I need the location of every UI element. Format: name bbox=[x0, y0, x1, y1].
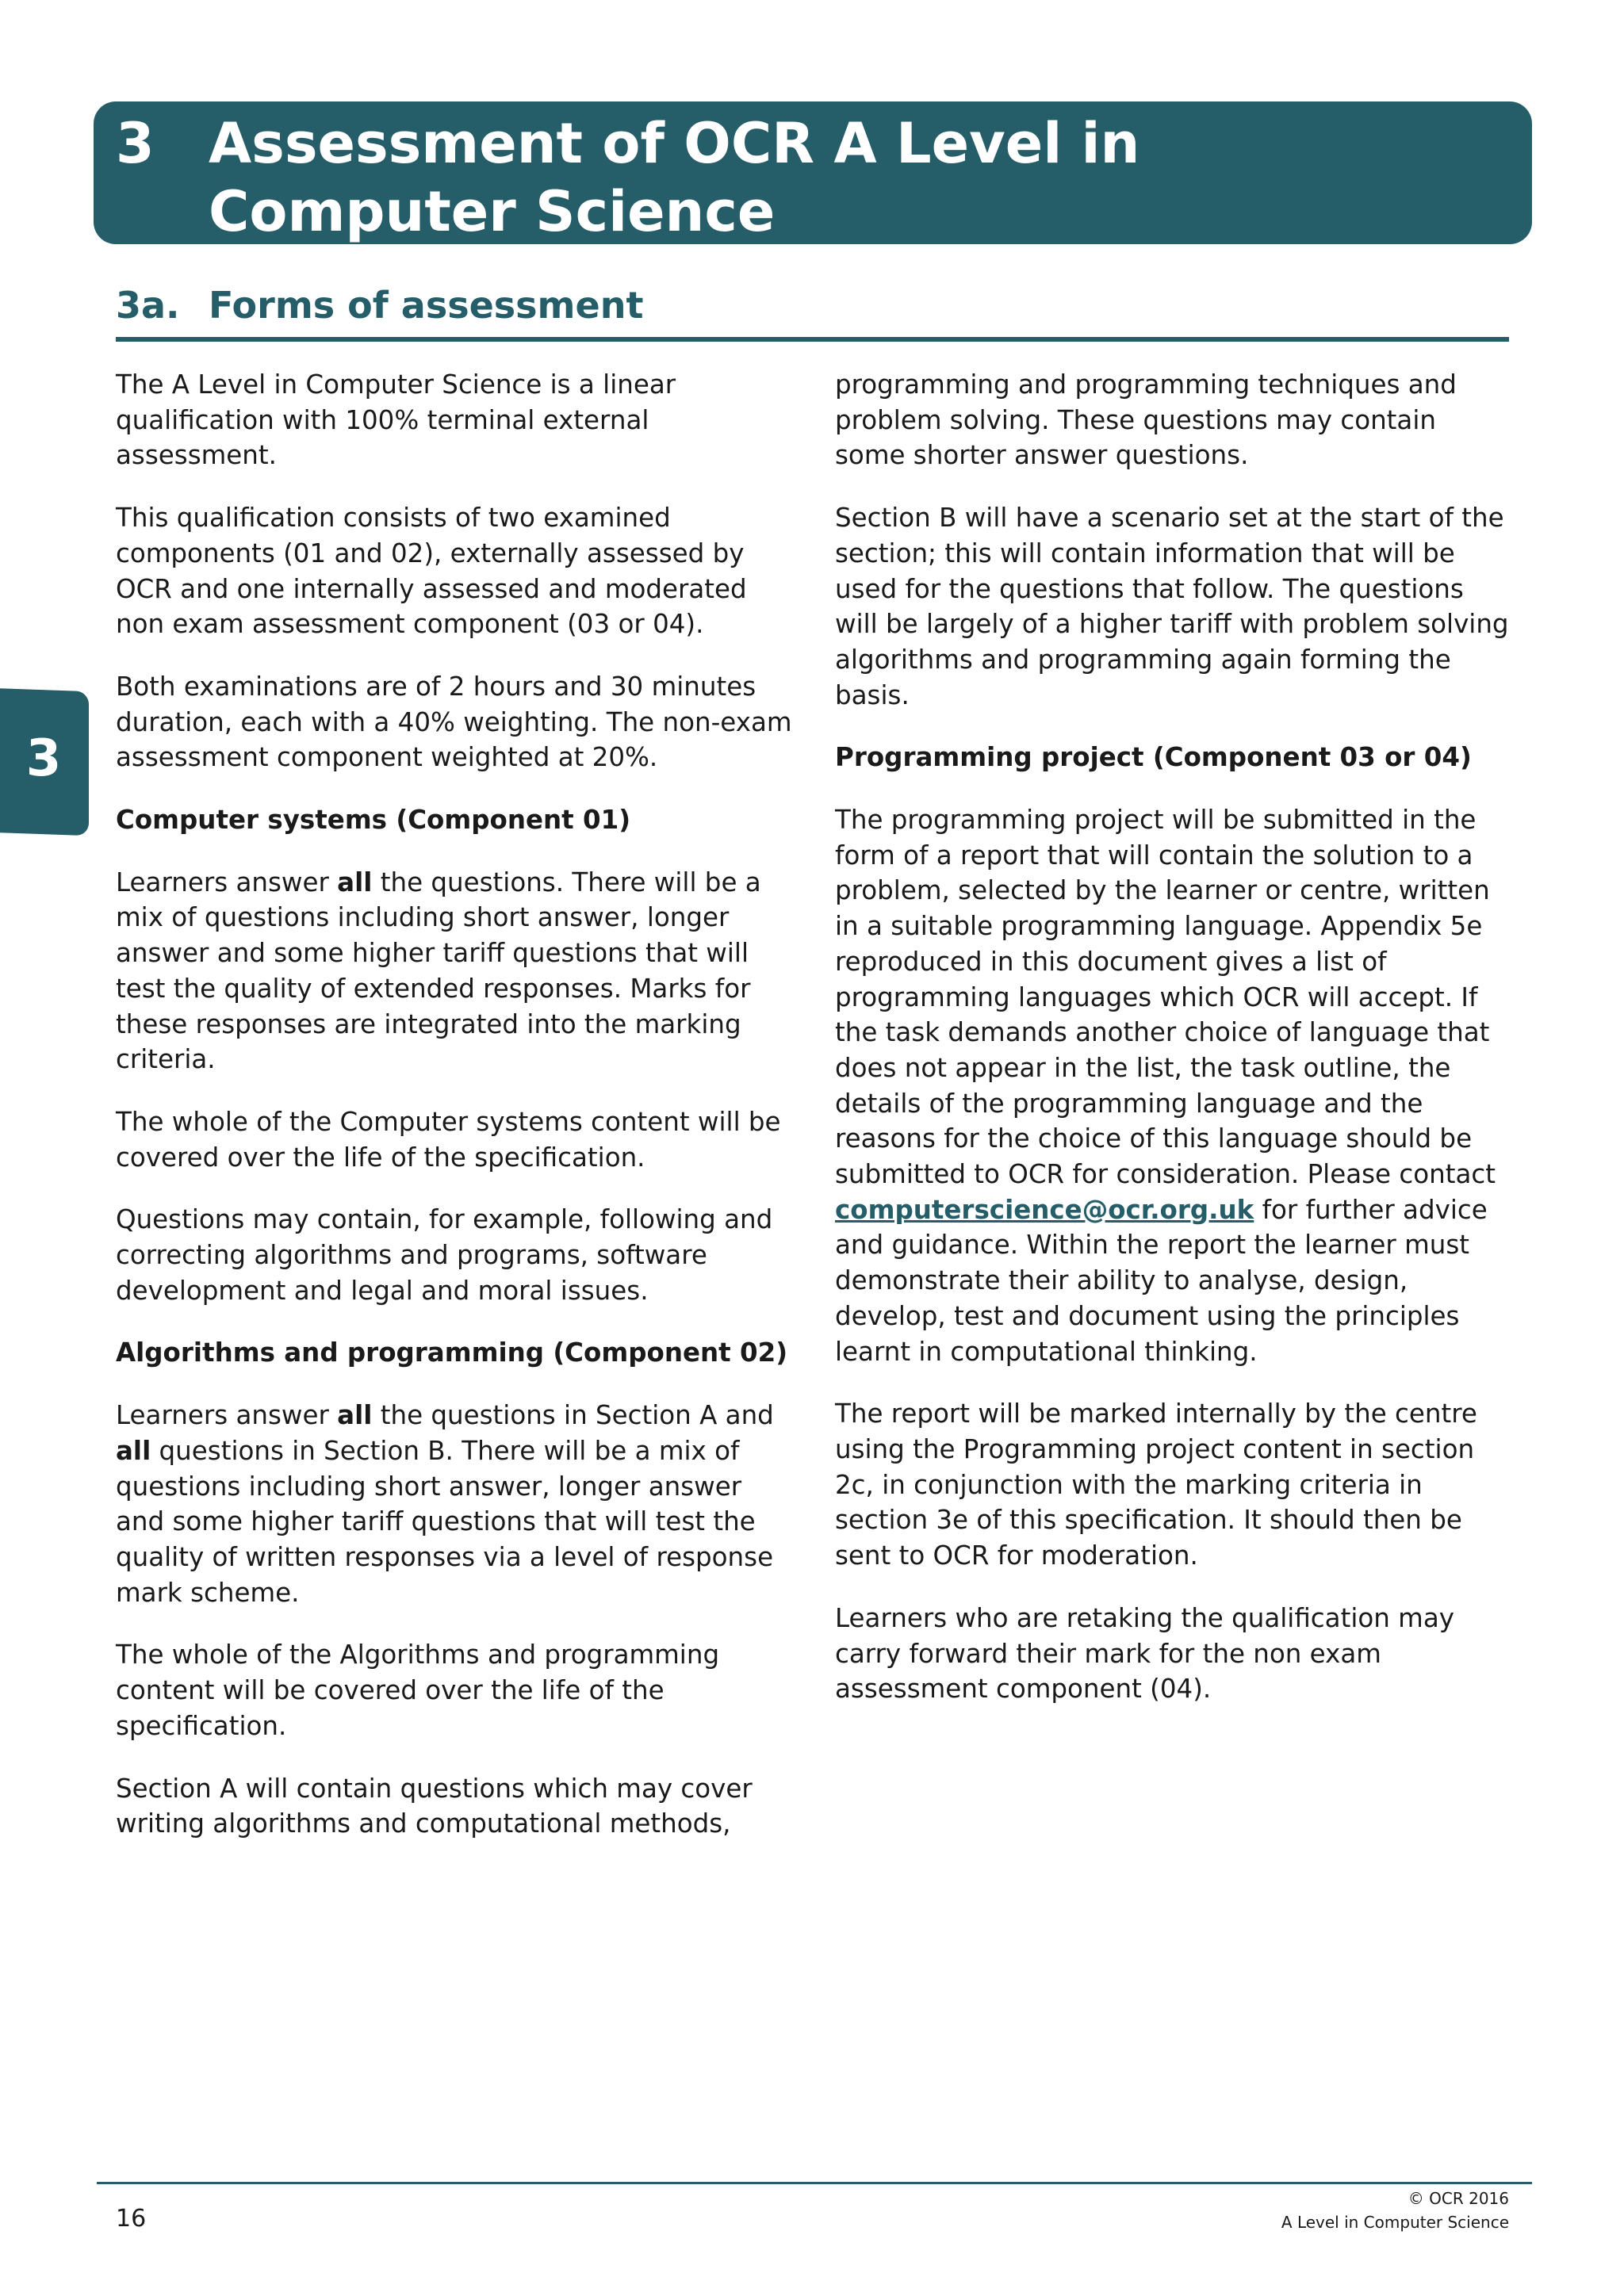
emphasis-text: all bbox=[116, 1435, 151, 1466]
email-link[interactable]: computerscience@ocr.org.uk bbox=[835, 1194, 1254, 1225]
subheading-algorithms-programming: Algorithms and programming (Component 02) bbox=[116, 1337, 788, 1368]
text-run: Learners answer bbox=[116, 867, 338, 897]
paragraph: The report will be marked internally by the centre using the Programming project content in section 2c, in conjunction with the marking criteria in section 3e of this specification. It should then be sent to OCR for moderation. bbox=[835, 1399, 1477, 1571]
footer-divider bbox=[97, 2182, 1532, 2184]
copyright-text: © OCR 2016 bbox=[1408, 2189, 1509, 2208]
paragraph: Section A will contain questions which may cover writing algorithms and computational methods, bbox=[116, 1773, 753, 1839]
paragraph: Section B will have a scenario set at the start of the section; this will contain information that will be used for the questions that follow. The questions will be largely of a higher tariff with problem solving algorithms and programming again forming the basis. bbox=[835, 503, 1509, 710]
paragraph: Learners who are retaking the qualification may carry forward their mark for the non exam assessment component (04). bbox=[835, 1602, 1454, 1705]
paragraph: The A Level in Computer Science is a linear qualification with 100% terminal external assessment. bbox=[116, 369, 676, 471]
text-run: The programming project will be submitted in the form of a report that will contain the solution to a problem, selected by the learner or centre, written in a suitable programming language. Appendix 5e reproduced in this document gives a list of programming languages which OCR will accept. If the task demands another choice of language that does not appear in the list, the task outline, the details of the programming language and the reasons for the choice of this language should be submitted to OCR for consideration. Please contact bbox=[835, 805, 1496, 1190]
paragraph: This qualification consists of two examined components (01 and 02), externally assessed by OCR and one internally assessed and moderated non exam assessment component (03 or 04). bbox=[116, 503, 747, 640]
chapter-title: Assessment of OCR A Level in Computer Science bbox=[209, 111, 1140, 244]
text-run: questions in Section B. There will be a mix of questions including short answer, longer answer and some higher tariff questions that will test the quality of written responses via a level of response mark scheme. bbox=[116, 1435, 774, 1608]
paragraph: The whole of the Algorithms and programming content will be covered over the life of the specification. bbox=[116, 1640, 720, 1741]
section-divider bbox=[116, 337, 1509, 342]
text-run: Learners answer bbox=[116, 1400, 338, 1431]
paragraph: Questions may contain, for example, following and correcting algorithms and programs, software development and legal and moral issues. bbox=[116, 1204, 773, 1306]
document-title: A Level in Computer Science bbox=[1281, 2213, 1509, 2232]
subheading-computer-systems: Computer systems (Component 01) bbox=[116, 805, 631, 836]
page-number: 16 bbox=[116, 2205, 147, 2233]
chapter-side-tab-label: 3 bbox=[25, 729, 62, 788]
paragraph bbox=[835, 802, 1513, 1369]
right-column bbox=[835, 367, 1513, 1734]
paragraph: programming and programming techniques and problem solving. These questions may contain some shorter answer questions. bbox=[835, 369, 1457, 471]
paragraph bbox=[116, 865, 794, 1077]
section-number: 3a. bbox=[116, 284, 180, 327]
paragraph bbox=[116, 1398, 794, 1610]
text-run: the questions in Section A and bbox=[372, 1400, 774, 1431]
emphasis-text: all bbox=[337, 867, 373, 897]
emphasis-text: all bbox=[337, 1400, 373, 1431]
left-column bbox=[116, 367, 794, 1869]
footer-info bbox=[1281, 2187, 1509, 2234]
chapter-number: 3 bbox=[116, 111, 155, 176]
paragraph: Both examinations are of 2 hours and 30 minutes duration, each with a 40% weighting. The non-exam assessment component weighted at 20%. bbox=[116, 671, 792, 773]
paragraph: The whole of the Computer systems content will be covered over the life of the specification. bbox=[116, 1106, 781, 1173]
section-title: Forms of assessment bbox=[209, 284, 644, 327]
text-run: for further advice and guidance. Within the report the learner must demonstrate their ability to analyse, design, develop, test and document using the principles learnt in computational thinking. bbox=[835, 1194, 1488, 1367]
text-run: the questions. There will be a mix of questions including short answer, longer answer and some higher tariff questions that will test the quality of extended responses. Marks for these responses are integrated into the marking criteria. bbox=[116, 867, 761, 1075]
subheading-programming-project: Programming project (Component 03 or 04) bbox=[835, 742, 1472, 773]
